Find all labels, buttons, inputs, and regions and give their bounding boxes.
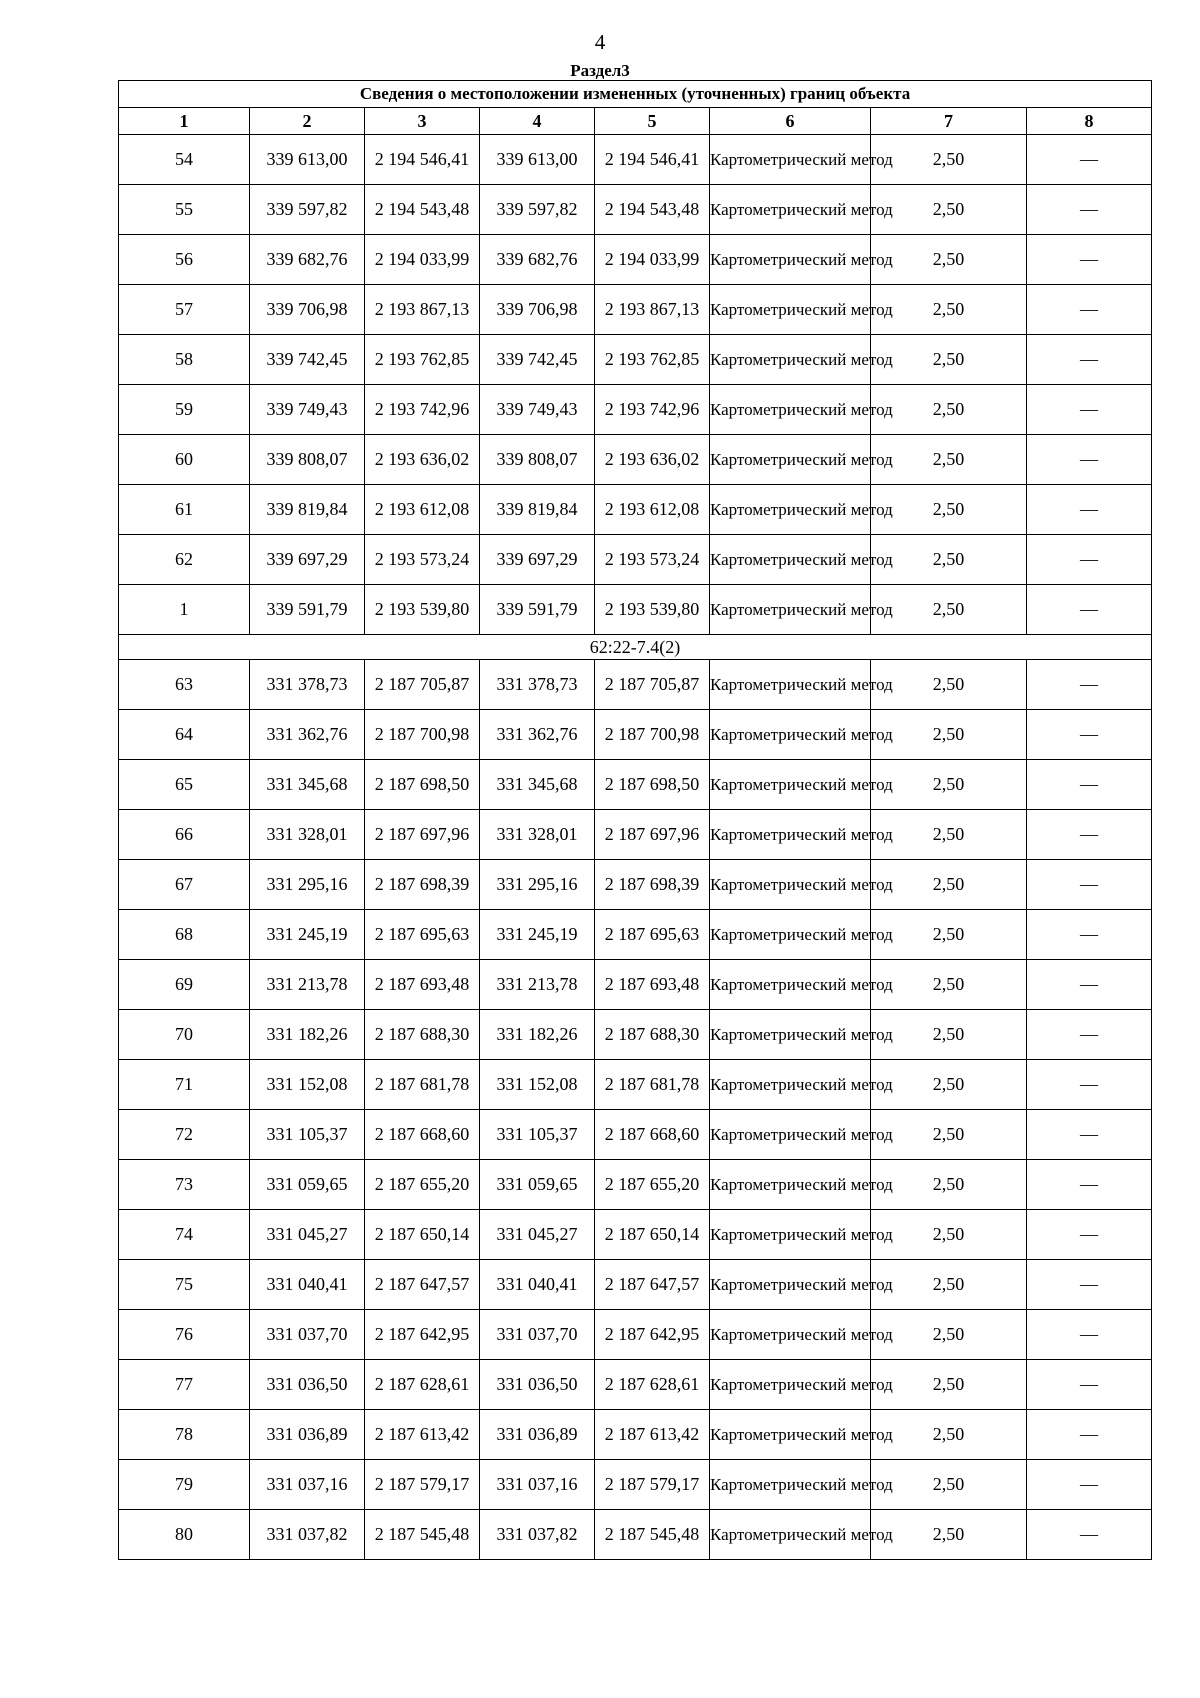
point-number-cell: 57 (119, 285, 250, 335)
point-number-cell: 65 (119, 760, 250, 810)
x-refined-cell: 339 749,43 (480, 385, 595, 435)
y-refined-cell: 2 193 636,02 (595, 435, 710, 485)
description-cell: — (1027, 960, 1152, 1010)
x-refined-cell: 331 040,41 (480, 1260, 595, 1310)
x-refined-cell: 339 706,98 (480, 285, 595, 335)
description-cell: — (1027, 1010, 1152, 1060)
y-refined-cell: 2 187 647,57 (595, 1260, 710, 1310)
x-existing-cell: 331 362,76 (250, 710, 365, 760)
x-existing-cell: 339 697,29 (250, 535, 365, 585)
y-existing-cell: 2 187 698,39 (365, 860, 480, 910)
x-existing-cell: 331 378,73 (250, 660, 365, 710)
y-refined-cell: 2 187 668,60 (595, 1110, 710, 1160)
method-cell: Картометрический метод (710, 585, 871, 635)
accuracy-cell: 2,50 (871, 235, 1027, 285)
y-existing-cell: 2 187 650,14 (365, 1210, 480, 1260)
description-cell: — (1027, 1210, 1152, 1260)
accuracy-cell: 2,50 (871, 385, 1027, 435)
x-refined-cell: 331 213,78 (480, 960, 595, 1010)
x-refined-cell: 331 037,70 (480, 1310, 595, 1360)
table-row (119, 1060, 1152, 1110)
point-number-cell: 69 (119, 960, 250, 1010)
table-row (119, 1260, 1152, 1310)
accuracy-cell: 2,50 (871, 135, 1027, 185)
table-caption-row (119, 81, 1152, 108)
description-cell: — (1027, 1260, 1152, 1310)
y-refined-cell: 2 187 705,87 (595, 660, 710, 710)
method-cell: Картометрический метод (710, 435, 871, 485)
column-header: 2 (250, 108, 365, 135)
section-title: Раздел3 (570, 61, 630, 80)
x-existing-cell: 339 808,07 (250, 435, 365, 485)
accuracy-cell: 2,50 (871, 1060, 1027, 1110)
point-number-cell: 1 (119, 585, 250, 635)
description-cell: — (1027, 660, 1152, 710)
accuracy-cell: 2,50 (871, 960, 1027, 1010)
y-refined-cell: 2 193 867,13 (595, 285, 710, 335)
x-refined-cell: 331 036,89 (480, 1410, 595, 1460)
column-header: 1 (119, 108, 250, 135)
x-refined-cell: 331 295,16 (480, 860, 595, 910)
accuracy-cell: 2,50 (871, 1460, 1027, 1510)
table-row (119, 435, 1152, 485)
description-cell: — (1027, 335, 1152, 385)
description-cell: — (1027, 810, 1152, 860)
x-existing-cell: 331 182,26 (250, 1010, 365, 1060)
table-row (119, 660, 1152, 710)
x-existing-cell: 331 036,89 (250, 1410, 365, 1460)
y-existing-cell: 2 187 579,17 (365, 1460, 480, 1510)
x-existing-cell: 339 742,45 (250, 335, 365, 385)
x-refined-cell: 339 591,79 (480, 585, 595, 635)
column-header: 6 (710, 108, 871, 135)
table-row (119, 585, 1152, 635)
description-cell: — (1027, 1060, 1152, 1110)
y-existing-cell: 2 193 539,80 (365, 585, 480, 635)
method-cell: Картометрический метод (710, 1060, 871, 1110)
method-cell: Картометрический метод (710, 760, 871, 810)
coordinates-table (118, 80, 1152, 1560)
description-cell: — (1027, 285, 1152, 335)
point-number-cell: 60 (119, 435, 250, 485)
x-refined-cell: 331 182,26 (480, 1010, 595, 1060)
y-existing-cell: 2 187 681,78 (365, 1060, 480, 1110)
method-cell: Картометрический метод (710, 385, 871, 435)
y-existing-cell: 2 187 647,57 (365, 1260, 480, 1310)
point-number-cell: 68 (119, 910, 250, 960)
group-header-row (119, 635, 1152, 660)
method-cell: Картометрический метод (710, 1310, 871, 1360)
x-existing-cell: 331 037,16 (250, 1460, 365, 1510)
column-header: 3 (365, 108, 480, 135)
column-header-row (119, 108, 1152, 135)
y-existing-cell: 2 187 700,98 (365, 710, 480, 760)
method-cell: Картометрический метод (710, 235, 871, 285)
x-refined-cell: 339 819,84 (480, 485, 595, 535)
description-cell: — (1027, 860, 1152, 910)
accuracy-cell: 2,50 (871, 710, 1027, 760)
y-existing-cell: 2 193 636,02 (365, 435, 480, 485)
x-existing-cell: 339 591,79 (250, 585, 365, 635)
method-cell: Картометрический метод (710, 860, 871, 910)
accuracy-cell: 2,50 (871, 1010, 1027, 1060)
method-cell: Картометрический метод (710, 285, 871, 335)
table-row (119, 1210, 1152, 1260)
y-existing-cell: 2 187 688,30 (365, 1010, 480, 1060)
group-label: 62:22-7.4(2) (119, 635, 1152, 660)
y-refined-cell: 2 187 628,61 (595, 1360, 710, 1410)
point-number-cell: 66 (119, 810, 250, 860)
description-cell: — (1027, 485, 1152, 535)
y-refined-cell: 2 193 539,80 (595, 585, 710, 635)
method-cell: Картометрический метод (710, 1510, 871, 1560)
y-existing-cell: 2 187 642,95 (365, 1310, 480, 1360)
x-existing-cell: 331 037,82 (250, 1510, 365, 1560)
point-number-cell: 75 (119, 1260, 250, 1310)
table-row (119, 760, 1152, 810)
method-cell: Картометрический метод (710, 1460, 871, 1510)
table-row (119, 1510, 1152, 1560)
x-refined-cell: 331 105,37 (480, 1110, 595, 1160)
y-existing-cell: 2 193 867,13 (365, 285, 480, 335)
method-cell: Картометрический метод (710, 710, 871, 760)
y-existing-cell: 2 187 705,87 (365, 660, 480, 710)
x-refined-cell: 339 697,29 (480, 535, 595, 585)
y-refined-cell: 2 193 612,08 (595, 485, 710, 535)
point-number-cell: 54 (119, 135, 250, 185)
y-refined-cell: 2 187 697,96 (595, 810, 710, 860)
y-existing-cell: 2 193 612,08 (365, 485, 480, 535)
point-number-cell: 73 (119, 1160, 250, 1210)
point-number-cell: 61 (119, 485, 250, 535)
method-cell: Картометрический метод (710, 910, 871, 960)
y-refined-cell: 2 187 579,17 (595, 1460, 710, 1510)
table-row (119, 335, 1152, 385)
point-number-cell: 64 (119, 710, 250, 760)
y-existing-cell: 2 193 762,85 (365, 335, 480, 385)
x-existing-cell: 331 295,16 (250, 860, 365, 910)
accuracy-cell: 2,50 (871, 1410, 1027, 1460)
point-number-cell: 55 (119, 185, 250, 235)
accuracy-cell: 2,50 (871, 1110, 1027, 1160)
table-row (119, 485, 1152, 535)
x-refined-cell: 339 682,76 (480, 235, 595, 285)
table-row (119, 385, 1152, 435)
description-cell: — (1027, 710, 1152, 760)
y-existing-cell: 2 187 697,96 (365, 810, 480, 860)
x-refined-cell: 331 036,50 (480, 1360, 595, 1410)
description-cell: — (1027, 135, 1152, 185)
column-header: 5 (595, 108, 710, 135)
method-cell: Картометрический метод (710, 135, 871, 185)
accuracy-cell: 2,50 (871, 1210, 1027, 1260)
accuracy-cell: 2,50 (871, 1510, 1027, 1560)
y-existing-cell: 2 194 033,99 (365, 235, 480, 285)
y-existing-cell: 2 193 573,24 (365, 535, 480, 585)
x-refined-cell: 331 045,27 (480, 1210, 595, 1260)
x-refined-cell: 339 613,00 (480, 135, 595, 185)
accuracy-cell: 2,50 (871, 1360, 1027, 1410)
accuracy-cell: 2,50 (871, 435, 1027, 485)
method-cell: Картометрический метод (710, 960, 871, 1010)
description-cell: — (1027, 1160, 1152, 1210)
y-refined-cell: 2 193 742,96 (595, 385, 710, 435)
accuracy-cell: 2,50 (871, 1160, 1027, 1210)
x-refined-cell: 331 152,08 (480, 1060, 595, 1110)
method-cell: Картометрический метод (710, 185, 871, 235)
description-cell: — (1027, 1310, 1152, 1360)
accuracy-cell: 2,50 (871, 1260, 1027, 1310)
x-refined-cell: 331 037,16 (480, 1460, 595, 1510)
y-refined-cell: 2 187 693,48 (595, 960, 710, 1010)
x-existing-cell: 339 749,43 (250, 385, 365, 435)
x-existing-cell: 339 706,98 (250, 285, 365, 335)
x-refined-cell: 331 059,65 (480, 1160, 595, 1210)
y-refined-cell: 2 187 642,95 (595, 1310, 710, 1360)
x-refined-cell: 339 597,82 (480, 185, 595, 235)
x-refined-cell: 331 328,01 (480, 810, 595, 860)
table-row (119, 1110, 1152, 1160)
point-number-cell: 59 (119, 385, 250, 435)
description-cell: — (1027, 1110, 1152, 1160)
column-header: 8 (1027, 108, 1152, 135)
description-cell: — (1027, 1510, 1152, 1560)
x-existing-cell: 339 597,82 (250, 185, 365, 235)
point-number-cell: 80 (119, 1510, 250, 1560)
table-row (119, 860, 1152, 910)
accuracy-cell: 2,50 (871, 860, 1027, 910)
point-number-cell: 72 (119, 1110, 250, 1160)
method-cell: Картометрический метод (710, 1260, 871, 1310)
table-row (119, 1160, 1152, 1210)
y-refined-cell: 2 187 545,48 (595, 1510, 710, 1560)
y-existing-cell: 2 187 695,63 (365, 910, 480, 960)
accuracy-cell: 2,50 (871, 760, 1027, 810)
table-row (119, 235, 1152, 285)
description-cell: — (1027, 235, 1152, 285)
accuracy-cell: 2,50 (871, 535, 1027, 585)
accuracy-cell: 2,50 (871, 185, 1027, 235)
table-row (119, 185, 1152, 235)
x-existing-cell: 331 045,27 (250, 1210, 365, 1260)
accuracy-cell: 2,50 (871, 1310, 1027, 1360)
y-refined-cell: 2 194 546,41 (595, 135, 710, 185)
x-existing-cell: 331 152,08 (250, 1060, 365, 1110)
y-refined-cell: 2 194 543,48 (595, 185, 710, 235)
table-row (119, 1360, 1152, 1410)
description-cell: — (1027, 385, 1152, 435)
y-existing-cell: 2 194 543,48 (365, 185, 480, 235)
x-existing-cell: 331 245,19 (250, 910, 365, 960)
point-number-cell: 67 (119, 860, 250, 910)
table-row (119, 285, 1152, 335)
x-refined-cell: 331 345,68 (480, 760, 595, 810)
description-cell: — (1027, 185, 1152, 235)
x-existing-cell: 331 105,37 (250, 1110, 365, 1160)
point-number-cell: 62 (119, 535, 250, 585)
description-cell: — (1027, 760, 1152, 810)
accuracy-cell: 2,50 (871, 910, 1027, 960)
table-row (119, 1010, 1152, 1060)
table-row (119, 1310, 1152, 1360)
table-row (119, 960, 1152, 1010)
method-cell: Картометрический метод (710, 660, 871, 710)
x-existing-cell: 331 213,78 (250, 960, 365, 1010)
method-cell: Картометрический метод (710, 535, 871, 585)
point-number-cell: 70 (119, 1010, 250, 1060)
method-cell: Картометрический метод (710, 1010, 871, 1060)
method-cell: Картометрический метод (710, 1110, 871, 1160)
y-refined-cell: 2 187 700,98 (595, 710, 710, 760)
page-number: 4 (594, 30, 606, 54)
method-cell: Картометрический метод (710, 485, 871, 535)
description-cell: — (1027, 1410, 1152, 1460)
table-row (119, 535, 1152, 585)
table-row (119, 810, 1152, 860)
accuracy-cell: 2,50 (871, 585, 1027, 635)
point-number-cell: 74 (119, 1210, 250, 1260)
x-refined-cell: 331 037,82 (480, 1510, 595, 1560)
column-header: 4 (480, 108, 595, 135)
y-existing-cell: 2 187 628,61 (365, 1360, 480, 1410)
method-cell: Картометрический метод (710, 1210, 871, 1260)
y-refined-cell: 2 187 695,63 (595, 910, 710, 960)
point-number-cell: 79 (119, 1460, 250, 1510)
x-refined-cell: 331 362,76 (480, 710, 595, 760)
x-existing-cell: 331 040,41 (250, 1260, 365, 1310)
point-number-cell: 58 (119, 335, 250, 385)
method-cell: Картометрический метод (710, 1360, 871, 1410)
point-number-cell: 76 (119, 1310, 250, 1360)
table-body (119, 135, 1152, 1560)
y-refined-cell: 2 193 762,85 (595, 335, 710, 385)
description-cell: — (1027, 535, 1152, 585)
column-header: 7 (871, 108, 1027, 135)
method-cell: Картометрический метод (710, 1410, 871, 1460)
method-cell: Картометрический метод (710, 810, 871, 860)
method-cell: Картометрический метод (710, 1160, 871, 1210)
x-existing-cell: 331 036,50 (250, 1360, 365, 1410)
y-refined-cell: 2 187 688,30 (595, 1010, 710, 1060)
accuracy-cell: 2,50 (871, 335, 1027, 385)
table-row (119, 710, 1152, 760)
accuracy-cell: 2,50 (871, 285, 1027, 335)
accuracy-cell: 2,50 (871, 485, 1027, 535)
y-refined-cell: 2 187 650,14 (595, 1210, 710, 1260)
y-refined-cell: 2 187 613,42 (595, 1410, 710, 1460)
y-existing-cell: 2 187 668,60 (365, 1110, 480, 1160)
y-refined-cell: 2 194 033,99 (595, 235, 710, 285)
y-existing-cell: 2 194 546,41 (365, 135, 480, 185)
y-refined-cell: 2 187 655,20 (595, 1160, 710, 1210)
y-existing-cell: 2 187 698,50 (365, 760, 480, 810)
point-number-cell: 71 (119, 1060, 250, 1110)
point-number-cell: 77 (119, 1360, 250, 1410)
y-existing-cell: 2 187 693,48 (365, 960, 480, 1010)
y-existing-cell: 2 187 613,42 (365, 1410, 480, 1460)
table-row (119, 1410, 1152, 1460)
y-existing-cell: 2 187 545,48 (365, 1510, 480, 1560)
table-row (119, 1460, 1152, 1510)
description-cell: — (1027, 435, 1152, 485)
x-refined-cell: 339 808,07 (480, 435, 595, 485)
point-number-cell: 78 (119, 1410, 250, 1460)
x-existing-cell: 331 037,70 (250, 1310, 365, 1360)
table-caption: Сведения о местоположении измененных (уточненных) границ объекта (119, 81, 1152, 108)
y-refined-cell: 2 187 698,50 (595, 760, 710, 810)
x-existing-cell: 339 613,00 (250, 135, 365, 185)
x-existing-cell: 331 059,65 (250, 1160, 365, 1210)
point-number-cell: 56 (119, 235, 250, 285)
y-refined-cell: 2 193 573,24 (595, 535, 710, 585)
table-row (119, 910, 1152, 960)
y-existing-cell: 2 193 742,96 (365, 385, 480, 435)
y-refined-cell: 2 187 681,78 (595, 1060, 710, 1110)
description-cell: — (1027, 1460, 1152, 1510)
method-cell: Картометрический метод (710, 335, 871, 385)
x-refined-cell: 339 742,45 (480, 335, 595, 385)
y-refined-cell: 2 187 698,39 (595, 860, 710, 910)
x-existing-cell: 339 682,76 (250, 235, 365, 285)
y-existing-cell: 2 187 655,20 (365, 1160, 480, 1210)
accuracy-cell: 2,50 (871, 810, 1027, 860)
x-existing-cell: 331 345,68 (250, 760, 365, 810)
x-existing-cell: 331 328,01 (250, 810, 365, 860)
x-refined-cell: 331 378,73 (480, 660, 595, 710)
table-row (119, 135, 1152, 185)
point-number-cell: 63 (119, 660, 250, 710)
description-cell: — (1027, 910, 1152, 960)
x-refined-cell: 331 245,19 (480, 910, 595, 960)
accuracy-cell: 2,50 (871, 660, 1027, 710)
description-cell: — (1027, 1360, 1152, 1410)
x-existing-cell: 339 819,84 (250, 485, 365, 535)
description-cell: — (1027, 585, 1152, 635)
